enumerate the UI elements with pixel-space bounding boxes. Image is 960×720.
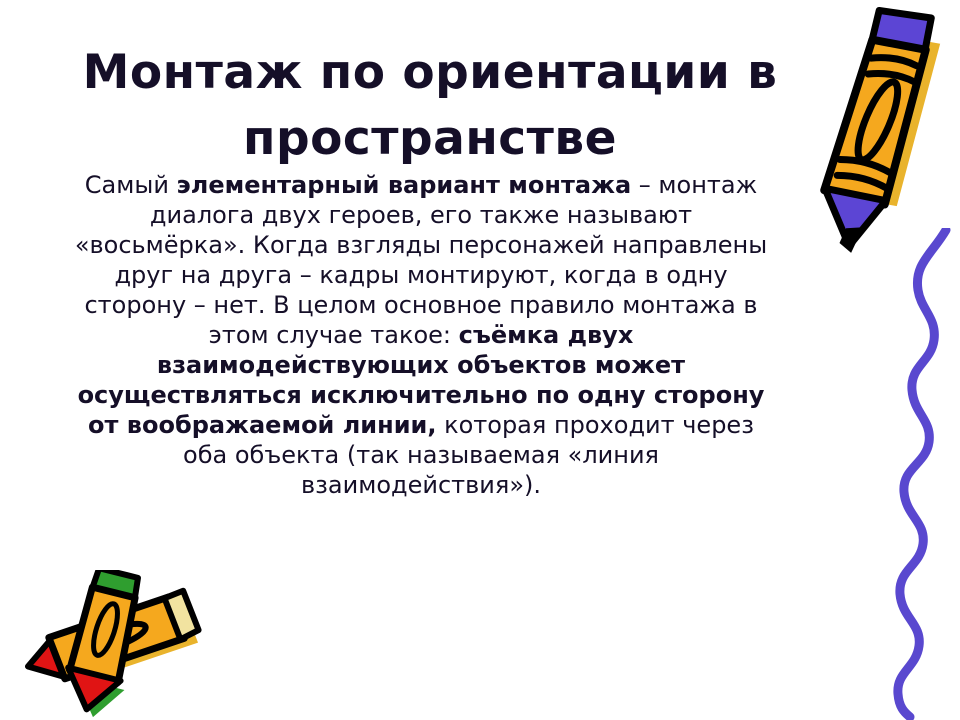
body-text-run: Самый	[84, 171, 177, 199]
body-text-run: элементарный вариант монтажа	[176, 171, 632, 199]
slide-title	[75, 40, 785, 172]
slide-title-line-2: пространстве	[242, 111, 618, 166]
body-text-run: – монтаж диалога двух героев, его также называют «восьмёрка». Когда взгляды персонажей направлены друг на друга – кадры монтируют, когда в одну сторону – нет. В целом основное правило монтажа в этом случае такое:	[74, 171, 768, 349]
crossed-crayons-icon	[18, 570, 214, 720]
slide-title-line-1: Монтаж по ориентации в	[82, 45, 778, 100]
body-text-run: которая проходит через оба объекта (так называемая «линия взаимодействия»).	[183, 411, 754, 499]
body-text-run: съёмка двух взаимодействующих объектов может осуществляться исключительно по одну сторону от воображаемой линии,	[77, 321, 765, 439]
slide-body-paragraph	[65, 170, 777, 500]
squiggle-line-decoration	[872, 228, 958, 720]
squiggle-path	[898, 230, 946, 717]
crayon-top-right-icon	[795, 0, 957, 258]
